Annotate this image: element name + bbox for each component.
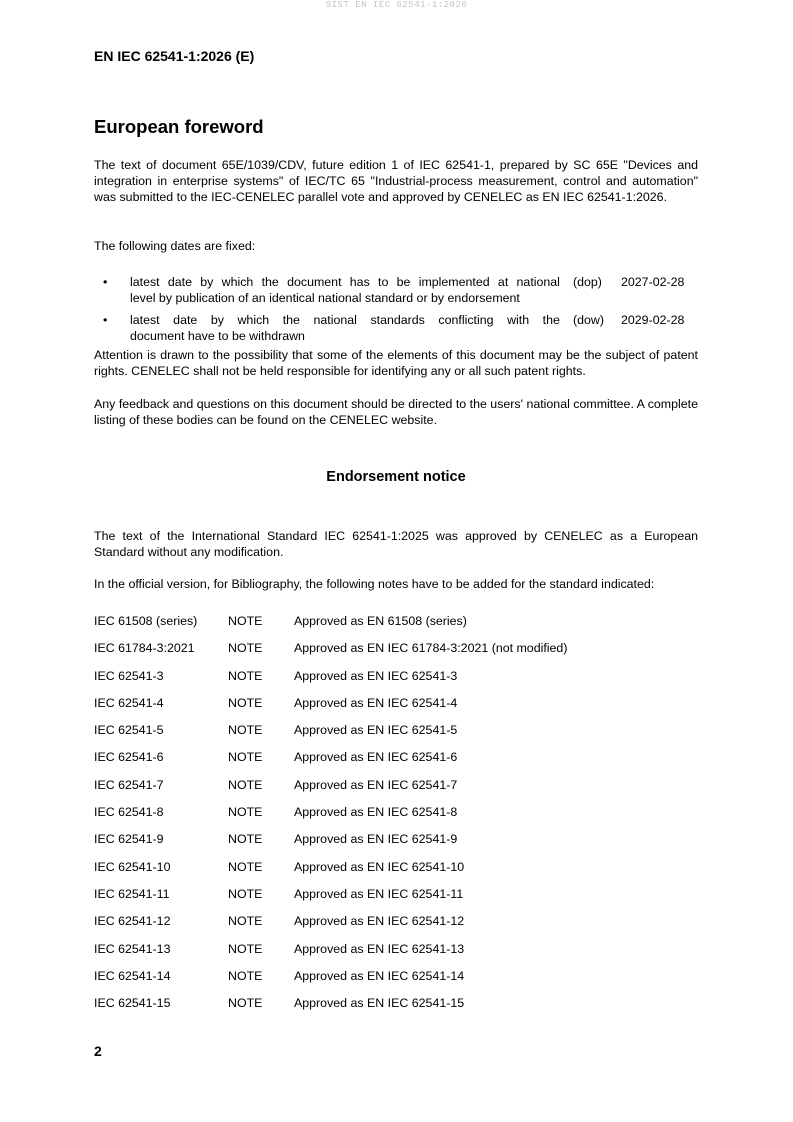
note-label: NOTE [228,832,263,847]
note-standard: IEC 62541-8 [94,805,164,820]
date-item-text-line1 [130,274,560,290]
word: conflicting [438,313,494,327]
date-item-text-line2: level by publication of an identical national standard or by endorsement [130,291,520,305]
note-standard: IEC 62541-4 [94,695,164,710]
note-label: NOTE [228,941,263,956]
bullet-icon: • [103,275,108,289]
word: national [516,275,560,289]
note-label: NOTE [228,996,263,1011]
note-row [94,640,698,667]
note-label: NOTE [228,614,263,628]
date-item-abbr: (dop) [573,275,602,289]
word: by [210,313,224,327]
document-id: EN IEC 62541-1:2026 (E) [94,48,255,64]
date-item-date: 2029-02-28 [621,313,685,327]
note-label: NOTE [228,695,263,710]
note-standard: IEC 61508 (series) [94,614,198,628]
note-standard: IEC 62541-5 [94,723,164,738]
word: date [173,313,198,327]
note-text: Approved as EN IEC 62541-5 [294,723,458,738]
word: implemented [418,275,490,289]
note-row [94,831,698,858]
note-row [94,749,698,776]
word: document [287,275,342,289]
note-standard: IEC 62541-12 [94,914,171,929]
endorsement-paragraph: The text of the International Standard IEC 62541-1:2025 was approved by CENELEC as a European Standard without any modification. [94,529,698,559]
note-label: NOTE [228,777,263,792]
note-label: NOTE [228,968,263,983]
date-item-text-line1 [130,312,560,328]
word: national [313,313,357,327]
note-text: Approved as EN 61508 (series) [294,614,467,628]
note-text: Approved as EN IEC 62541-3 [294,668,458,683]
note-text: Approved as EN IEC 62541-15 [294,996,465,1011]
note-label: NOTE [228,668,263,683]
note-row [94,777,698,804]
date-item-abbr: (dow) [573,313,604,327]
note-label: NOTE [228,859,263,874]
note-row [94,995,698,1022]
feedback-paragraph: Any feedback and questions on this document should be directed to the users' national committee. A complete listing of these bodies can be found on the CENELEC website. [94,397,698,427]
note-text: Approved as EN IEC 62541-8 [294,805,458,820]
note-standard: IEC 62541-15 [94,996,171,1011]
notes-table [94,613,698,1022]
word: the [542,313,560,327]
note-text: Approved as EN IEC 62541-11 [294,886,464,901]
note-standard: IEC 62541-6 [94,750,164,765]
note-label: NOTE [228,723,263,738]
note-row [94,941,698,968]
bullet-icon: • [103,313,108,327]
note-standard: IEC 62541-13 [94,941,171,956]
word: which [221,275,254,289]
word: which [237,313,270,327]
word: the [261,275,279,289]
note-row [94,613,698,640]
note-text: Approved as EN IEC 62541-12 [294,914,465,929]
word: by [200,275,214,289]
note-standard: IEC 62541-10 [94,859,171,874]
note-text: Approved as EN IEC 62541-4 [294,695,458,710]
bibliography-intro: In the official version, for Bibliography, the following notes have to be added for the standard indicated: [94,577,655,591]
word: date [167,275,193,289]
note-row [94,668,698,695]
dates-intro: The following dates are fixed: [94,239,256,253]
note-text: Approved as EN IEC 62541-14 [294,968,465,983]
note-text: Approved as EN IEC 62541-6 [294,750,458,765]
note-row [94,804,698,831]
page-number: 2 [94,1043,102,1059]
endorsement-title: Endorsement notice [326,469,466,485]
foreword-title: European foreword [94,116,264,137]
note-row [94,859,698,886]
note-row [94,913,698,940]
note-text: Approved as EN IEC 61784-3:2021 (not modified) [294,641,568,656]
patent-paragraph: Attention is drawn to the possibility that some of the elements of this document may be the subject of patent rights. CENELEC shall not be held responsible for identifying any or all such patent rights. [94,348,698,378]
note-row [94,886,698,913]
note-label: NOTE [228,641,263,656]
date-item-date: 2027-02-28 [621,275,685,289]
word: to [378,275,389,289]
note-label: NOTE [228,914,263,929]
note-text: Approved as EN IEC 62541-13 [294,941,465,956]
note-text: Approved as EN IEC 62541-7 [294,777,458,792]
note-standard: IEC 62541-14 [94,968,171,983]
word: be [396,275,411,289]
word: standards [370,313,425,327]
word: the [282,313,300,327]
word: latest [130,275,160,289]
note-row [94,722,698,749]
note-text: Approved as EN IEC 62541-9 [294,832,458,847]
date-item-text-line2: document have to be withdrawn [130,329,305,343]
note-standard: IEC 61784-3:2021 [94,641,195,656]
note-standard: IEC 62541-9 [94,832,164,847]
note-row [94,695,698,722]
word: latest [130,313,160,327]
foreword-paragraph: The text of document 65E/1039/CDV, future edition 1 of IEC 62541-1, prepared by SC 65E "Devices and integration in enterprise systems" of IEC/TC 65 "Industrial-process measurement, control and automation" was submitted to the IEC-CENELEC parallel vote and approved by CENELEC as EN IEC 62541-1:2026. [94,158,698,204]
note-text: Approved as EN IEC 62541-10 [294,859,465,874]
note-standard: IEC 62541-7 [94,777,164,792]
note-standard: IEC 62541-3 [94,668,164,683]
word: at [497,275,509,289]
note-label: NOTE [228,886,263,901]
note-row [94,968,698,995]
note-standard: IEC 62541-11 [94,886,170,901]
word: with [507,313,530,327]
watermark: SIST EN IEC 62541-1:2026 [325,0,468,10]
note-label: NOTE [228,805,263,820]
word: has [349,275,370,289]
note-label: NOTE [228,750,263,765]
